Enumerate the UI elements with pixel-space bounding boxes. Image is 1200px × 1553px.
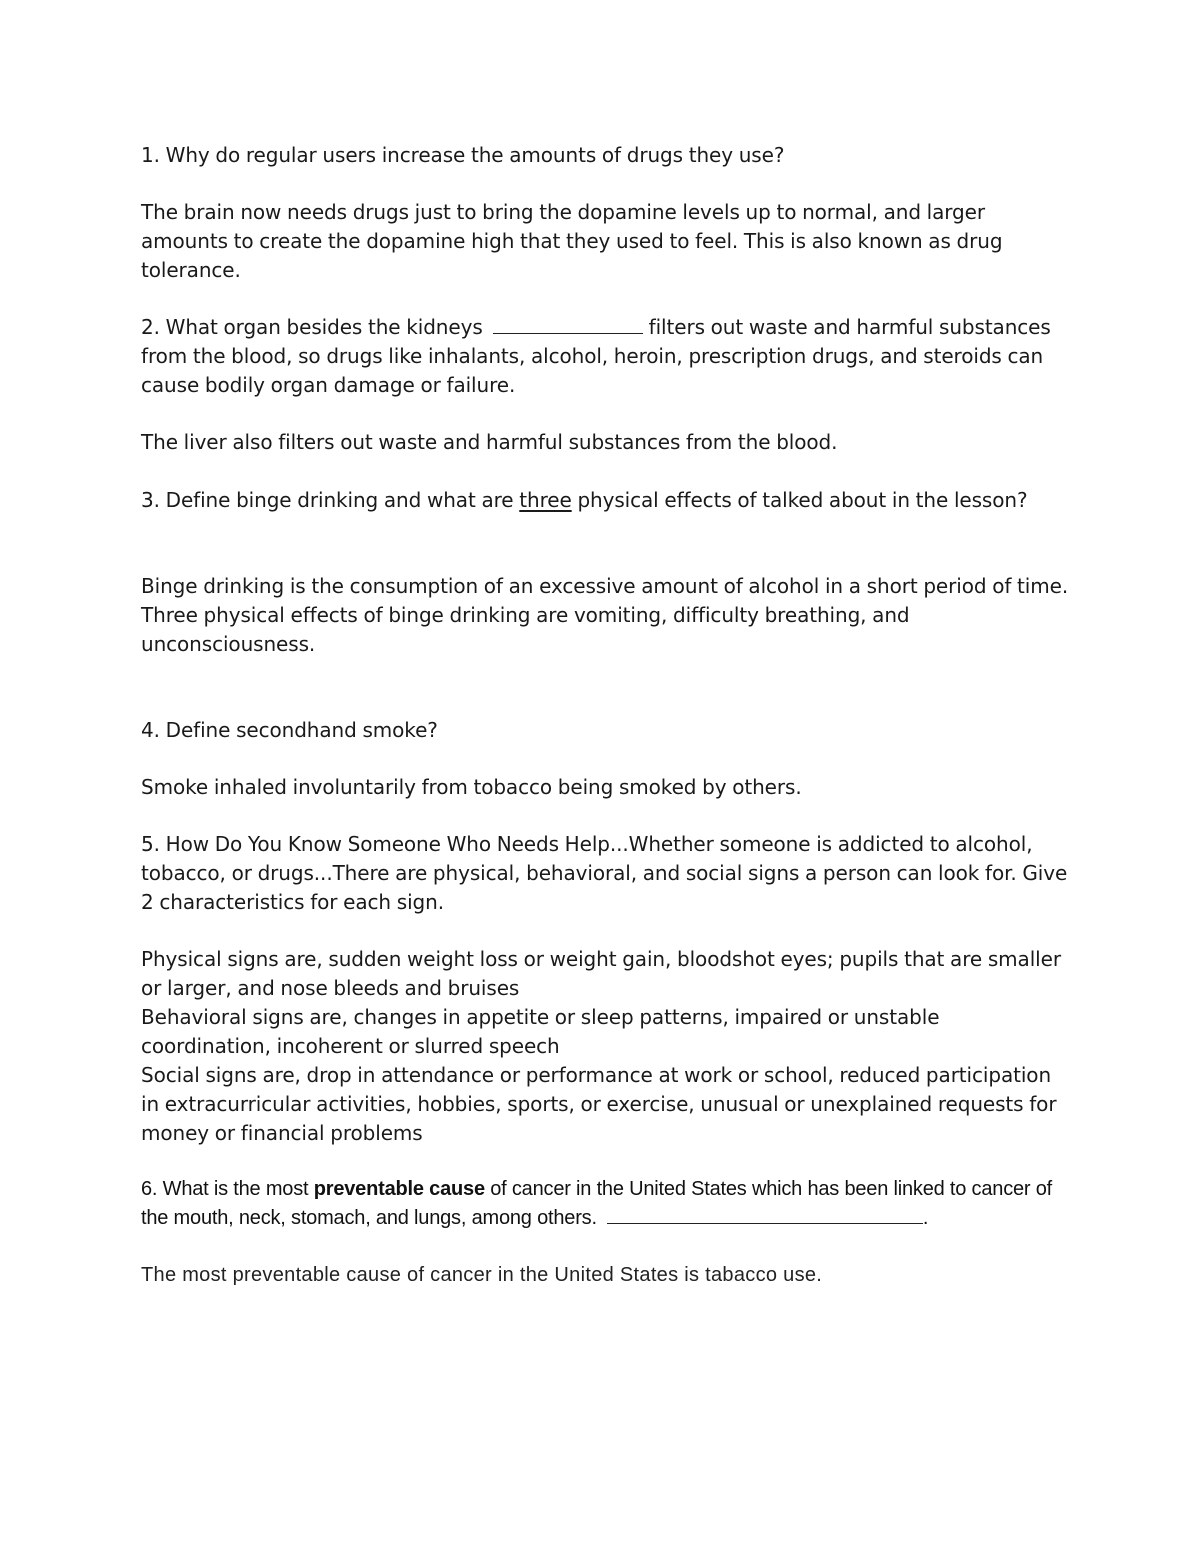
question-4: 4. Define secondhand smoke? xyxy=(141,718,438,742)
question-6-bold-phrase: preventable cause xyxy=(313,1178,485,1200)
answer-blank-long xyxy=(607,1203,923,1224)
question-3-text-after: physical effects of talked about in the lesson? xyxy=(571,488,1028,512)
answer-blank xyxy=(493,313,643,334)
question-1: 1. Why do regular users increase the amounts of drugs they use? xyxy=(141,143,785,167)
question-2 xyxy=(141,313,1071,400)
question-6-text-before: 6. What is the most xyxy=(141,1178,314,1200)
answer-4: Smoke inhaled involuntarily from tobacco being smoked by others. xyxy=(141,775,802,799)
answer-1: The brain now needs drugs just to bring the dopamine levels up to normal, and larger amounts to create the dopamine high that they used to feel. This is also known as drug tolerance. xyxy=(141,200,1003,282)
answer-5-physical-signs: Physical signs are, sudden weight loss or weight gain, bloodshot eyes; pupils that are smaller or larger, and nose bleeds and bruises xyxy=(141,947,1061,1000)
question-6-text-after: of cancer in the United States which has been linked to cancer of the mouth, neck, stomach, and lungs, among others. xyxy=(141,1178,1053,1229)
answer-3: Binge drinking is the consumption of an excessive amount of alcohol in a short period of time. Three physical effects of binge drinking are vomiting, difficulty breathing, and unconsciousness. xyxy=(141,574,1069,656)
answer-2: The liver also filters out waste and harmful substances from the blood. xyxy=(141,430,838,454)
question-6 xyxy=(141,1175,1071,1232)
answer-5-behavioral-signs: Behavioral signs are, changes in appetite or sleep patterns, impaired or unstable coordination, incoherent or slurred speech xyxy=(141,1005,940,1058)
question-3-text-before: 3. Define binge drinking and what are xyxy=(141,488,520,512)
question-5: 5. How Do You Know Someone Who Needs Help...Whether someone is addicted to alcohol, tobacco, or drugs...There are physical, behavioral, and social signs a person can look for. Give 2 characteristics for each sign. xyxy=(141,832,1068,914)
answer-5-social-signs: Social signs are, drop in attendance or performance at work or school, reduced participation in extracurricular activities, hobbies, sports, or exercise, unusual or unexplained requests for money or financial problems xyxy=(141,1063,1057,1145)
question-3 xyxy=(141,486,1071,515)
question-2-text-before: 2. What organ besides the kidneys xyxy=(141,315,483,339)
question-6-end: . xyxy=(922,1207,929,1229)
question-2-text-after: filters out waste and harmful substances from the blood, so drugs like inhalants, alcohol, heroin, prescription drugs, and steroids can cause bodily organ damage or failure. xyxy=(141,315,1051,397)
answer-5 xyxy=(141,945,1071,1148)
question-3-underlined-word: three xyxy=(519,488,572,512)
answer-6: The most preventable cause of cancer in the United States is tabacco use. xyxy=(141,1264,823,1286)
